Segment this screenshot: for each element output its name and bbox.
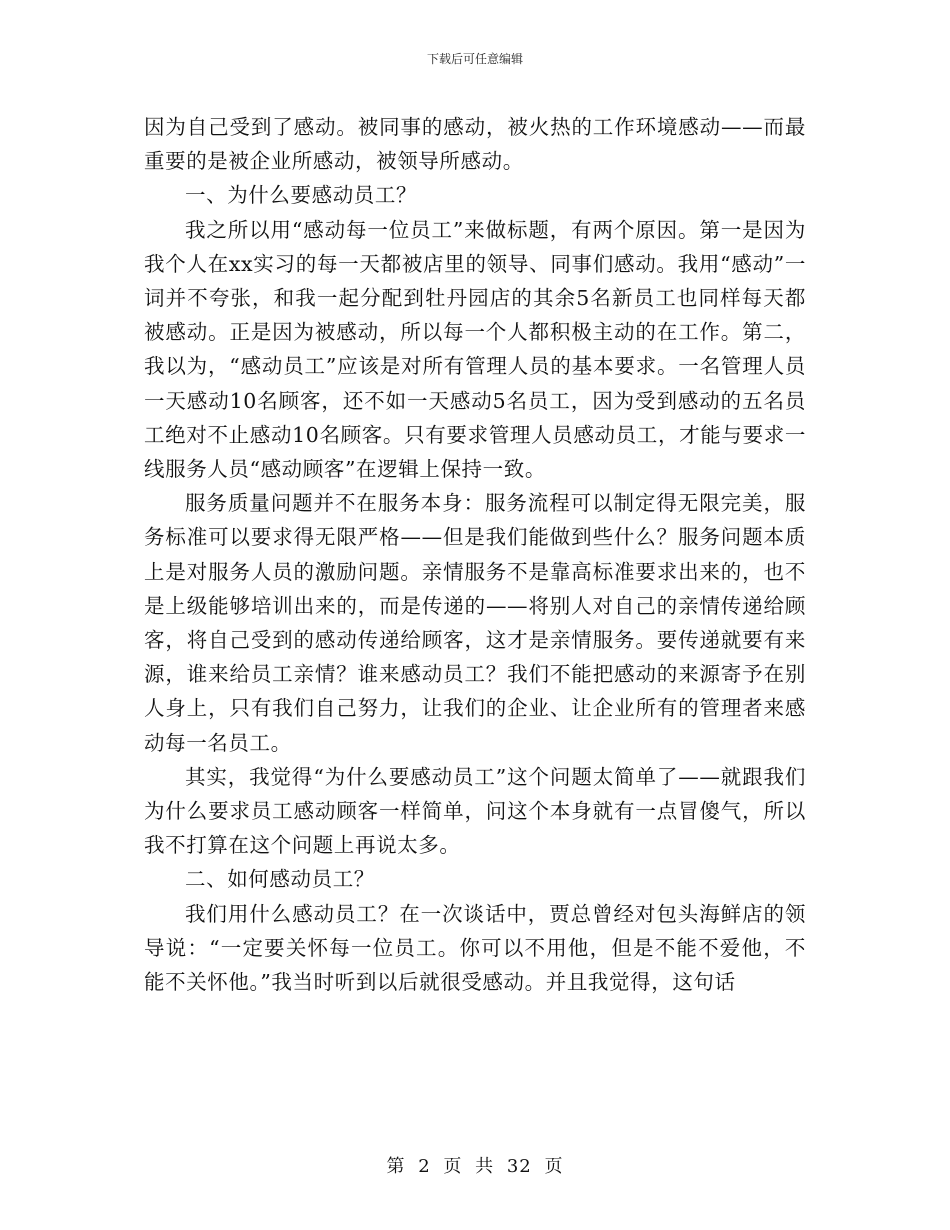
document-body (144, 110, 806, 999)
paragraph: 我之所以用“感动每一位员工”来做标题，有两个原因。第一是因为我个人在xx实习的每一天都被店里的领导、同事们感动。我用“感动”一词并不夸张，和我一起分配到牡丹园店的其余5名新员工也同样每天都被感动。正是因为被感动，所以每一个人都积极主动的在工作。第二，我以为，“感动员工”应该是对所有管理人员的基本要求。一名管理人员一天感动10名顾客，还不如一天感动5名员工，因为受到感动的五名员工绝对不止感动10名顾客。只有要求管理人员感动员工，才能与要求一线服务人员“感动顾客”在逻辑上保持一致。 (144, 217, 806, 482)
section-heading-1: 一、为什么要感动员工？ (185, 183, 418, 208)
paragraph: 我们用什么感动员工？在一次谈话中，贾总曾经对包头海鲜店的领导说：“一定要关怀每一位员工。你可以不用他，但是不能不爱他，不能不关怀他。”我当时听到以后就很受感动。并且我觉得，这句话 (144, 901, 806, 995)
section-heading-2: 二、如何感动员工？ (185, 867, 375, 892)
page-header-note: 下载后可任意编辑 (426, 52, 523, 66)
paragraph: 服务质量问题并不在服务本身：服务流程可以制定得无限完美，服务标准可以要求得无限严格——但是我们能做到些什么？服务问题本质上是对服务人员的激励问题。亲情服务不是靠高标准要求出来的，也不是上级能够培训出来的，而是传递的——将别人对自己的亲情传递给顾客，将自己受到的感动传递给顾客，这才是亲情服务。要传递就要有来源，谁来给员工亲情？谁来感动员工？我们不能把感动的来源寄予在别人身上，只有我们自己努力，让我们的企业、让企业所有的管理者来感动每一名员工。 (144, 491, 806, 755)
paragraph-continuation: 因为自己受到了感动。被同事的感动，被火热的工作环境感动——而最重要的是被企业所感动，被领导所感动。 (144, 115, 806, 174)
paragraph: 其实，我觉得“为什么要感动员工”这个问题太简单了——就跟我们为什么要求员工感动顾客一样简单，问这个本身就有一点冒傻气，所以我不打算在这个问题上再说太多。 (144, 764, 806, 858)
page-number-footer: 第 2 页 共 32 页 (386, 1156, 564, 1177)
